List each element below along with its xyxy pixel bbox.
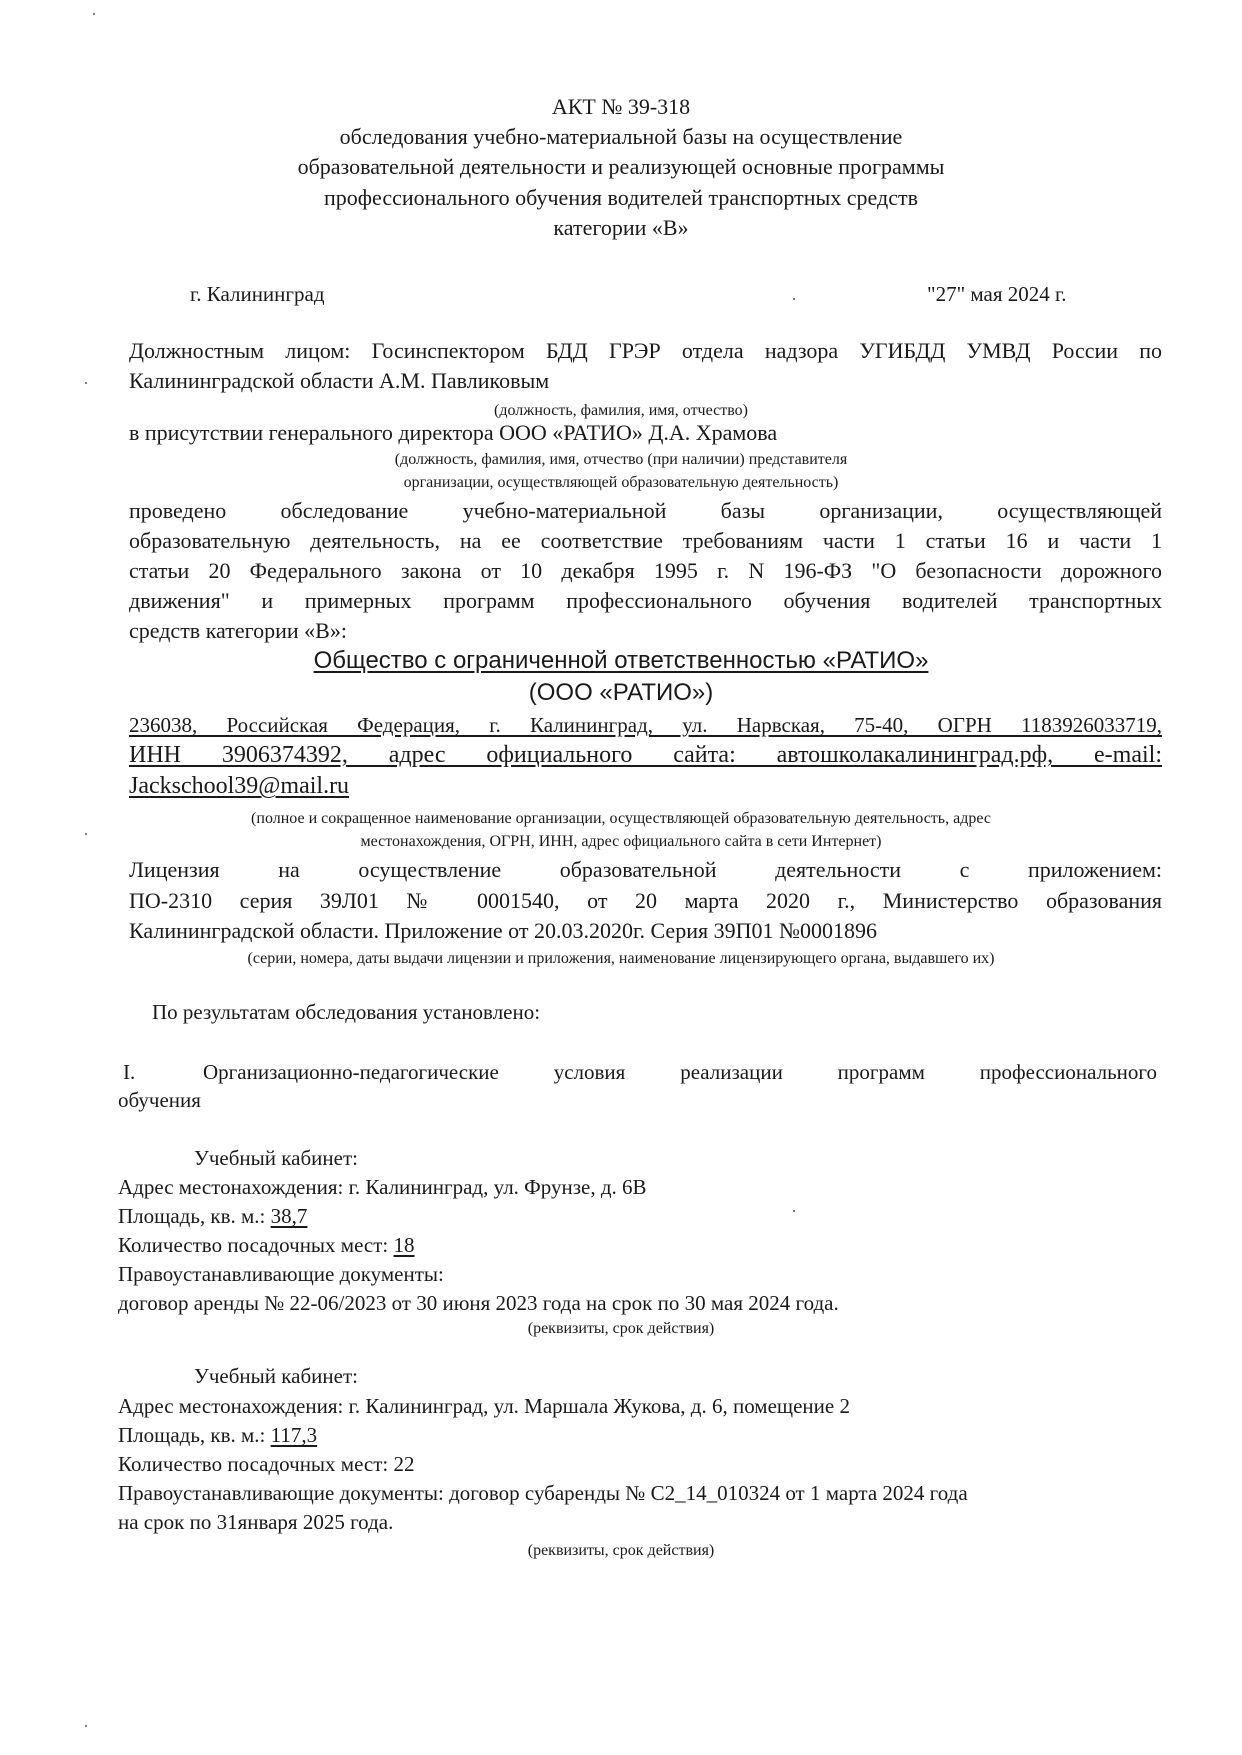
- classroom-seats: [118, 1449, 415, 1479]
- org-email[interactable]: Jackschool39@mail.ru: [129, 773, 350, 799]
- act-subtitle-line-3: профессионального обучения водителей транспортных средств: [324, 185, 918, 210]
- presence-caption-2: организации, осуществляющей образовательную деятельность): [403, 474, 839, 491]
- org-caption-1: (полное и сокращенное наименование организации, осуществляющей образовательную деятельность, адрес: [251, 810, 991, 827]
- org-short-name: (ООО «РАТИО»): [528, 679, 714, 706]
- classroom-docs-line-1: Правоустанавливающие документы: договор субаренды № С2_14_010324 от 1 марта 2024 года: [118, 1481, 968, 1505]
- classroom-area: [118, 1201, 307, 1231]
- org-caption-2: местонахождения, ОГРН, ИНН, адрес официального сайта в сети Интернет): [360, 833, 882, 850]
- org-full-name-text: Общество с ограниченной ответственностью «РАТИО»: [313, 647, 929, 674]
- seats-label: Количество посадочных мест:: [118, 1452, 394, 1476]
- scan-speck: [85, 833, 87, 835]
- area-label: Площадь, кв. м.:: [118, 1423, 271, 1447]
- org-full-name: [0, 646, 1242, 676]
- date: "27" мая 2024 г.: [927, 282, 1067, 306]
- scan-speck: [793, 1210, 795, 1212]
- org-inn-line: ИНН 3906374392, адрес официального сайта: автошколакалининград.рф, e-mail:: [129, 742, 1162, 768]
- license-caption: (серии, номера, даты выдачи лицензии и приложения, наименование лицензирующего органа, выдавшего их): [247, 950, 995, 967]
- license-line-2: ПО-2310 серия 39Л01 № 0001540, от 20 марта 2020 г., Министерство образования: [129, 888, 1162, 913]
- section-1-title-line-1: Организационно-педагогические условия реализации программ профессионального: [203, 1060, 1157, 1084]
- official-line-1: Должностным лицом: Госинспектором БДД ГРЭР отдела надзора УГИБДД УМВД России по: [129, 338, 1162, 363]
- classroom-address: Адрес местонахождения: г. Калининград, ул. Маршала Жукова, д. 6, помещение 2: [118, 1394, 850, 1418]
- classroom-area: [118, 1420, 317, 1450]
- inspection-line-4: движения" и примерных программ профессионального обучения водителей транспортных: [129, 588, 1162, 613]
- scan-speck: [93, 13, 95, 15]
- classroom-docs-line-2: на срок по 31января 2025 года.: [118, 1510, 394, 1534]
- area-value: 38,7: [270, 1204, 308, 1228]
- seats-value: 18: [393, 1233, 415, 1257]
- scan-speck: [793, 298, 795, 300]
- inspection-line-5: средств категории «В»:: [129, 618, 347, 643]
- city: г. Калининград: [190, 282, 325, 306]
- act-subtitle-line-4: категории «В»: [553, 215, 689, 240]
- classroom-heading: Учебный кабинет:: [194, 1146, 358, 1170]
- act-subtitle-line-1: обследования учебно-материальной базы на осуществление: [339, 124, 903, 149]
- classroom-heading: Учебный кабинет:: [194, 1364, 358, 1388]
- act-subtitle-line-2: образовательной деятельности и реализующей основные программы: [297, 154, 945, 179]
- classroom-docs-line-2: договор аренды № 22-06/2023 от 30 июня 2023 года на срок по 30 мая 2024 года.: [118, 1291, 839, 1315]
- seats-value: 22: [393, 1452, 415, 1476]
- classroom-docs-line-1: Правоустанавливающие документы:: [118, 1262, 444, 1286]
- seats-label: Количество посадочных мест:: [118, 1233, 394, 1257]
- presence-caption-1: (должность, фамилия, имя, отчество (при наличии) представителя: [394, 451, 848, 468]
- inspection-line-2: образовательную деятельность, на ее соответствие требованиям части 1 статьи 16 и части 1: [129, 528, 1162, 553]
- org-address-line: 236038, Российская Федерация, г. Калининград, ул. Нарвская, 75-40, ОГРН 1183926033719,: [129, 713, 1162, 737]
- scan-speck: [85, 1725, 87, 1727]
- presence-line: в присутствии генерального директора ООО «РАТИО» Д.А. Храмова: [129, 420, 778, 445]
- scan-speck: [85, 382, 87, 384]
- official-caption: (должность, фамилия, имя, отчество): [494, 402, 748, 419]
- section-1-number: I.: [123, 1060, 136, 1084]
- classroom-caption: (реквизиты, срок действия): [527, 1320, 715, 1337]
- section-1-title-line-2: обучения: [118, 1088, 201, 1112]
- area-label: Площадь, кв. м.:: [118, 1204, 271, 1228]
- classroom-seats: [118, 1230, 415, 1260]
- license-line-3: Калининградской области. Приложение от 20.03.2020г. Серия 39П01 №0001896: [129, 918, 877, 943]
- license-line-1: Лицензия на осуществление образовательной деятельности с приложением:: [129, 857, 1162, 882]
- act-title: АКТ № 39-318: [551, 94, 691, 119]
- inspection-line-3: статьи 20 Федерального закона от 10 декабря 1995 г. N 196-ФЗ "О безопасности дорожного: [129, 558, 1162, 583]
- inspection-line-1: проведено обследование учебно-материальной базы организации, осуществляющей: [129, 498, 1162, 523]
- results-intro: По результатам обследования установлено:: [152, 1000, 541, 1024]
- classroom-address: Адрес местонахождения: г. Калининград, ул. Фрунзе, д. 6В: [118, 1175, 647, 1199]
- area-value: 117,3: [270, 1423, 318, 1447]
- classroom-caption: (реквизиты, срок действия): [527, 1542, 715, 1559]
- official-line-2: Калининградской области А.М. Павликовым: [129, 368, 550, 393]
